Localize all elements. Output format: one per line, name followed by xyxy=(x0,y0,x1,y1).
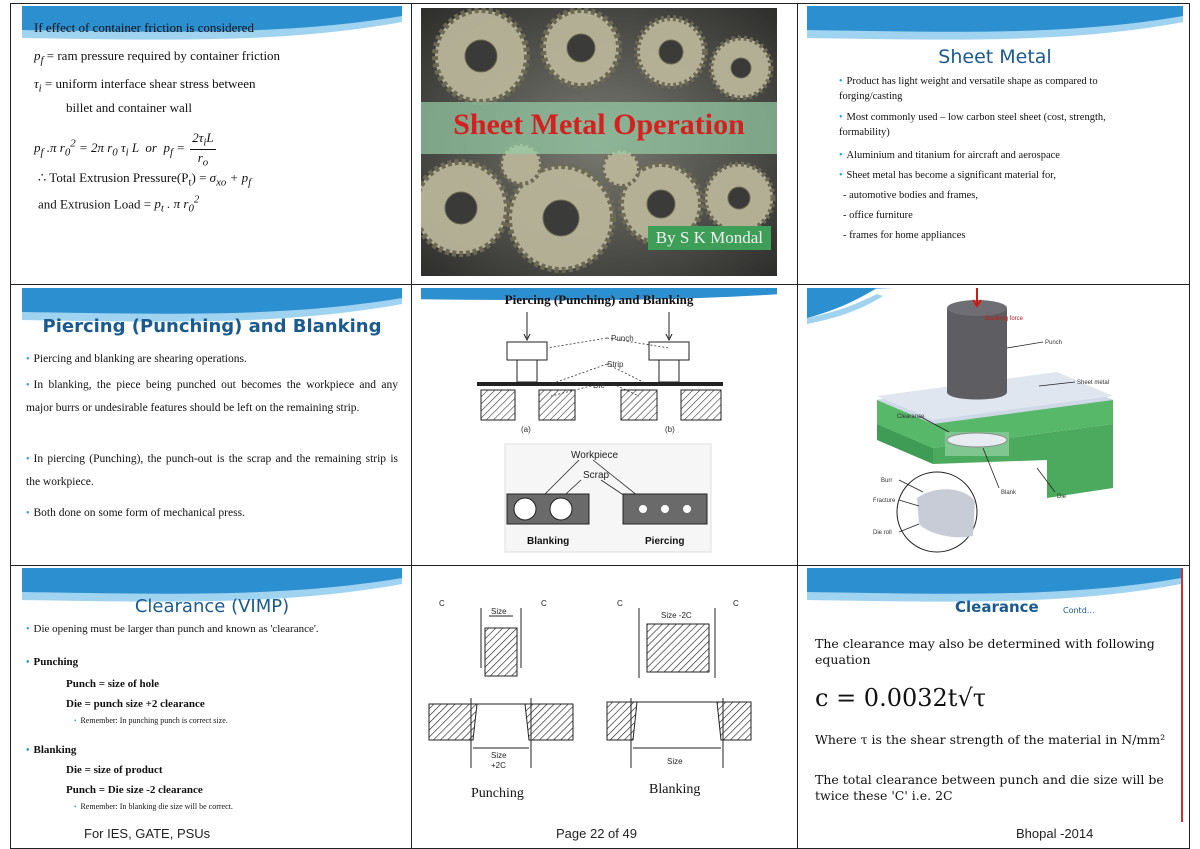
label-c-left2: C xyxy=(617,599,623,608)
footer-left: For IES, GATE, PSUs xyxy=(84,826,211,841)
label-sheet-metal: Sheet metal xyxy=(1077,380,1110,386)
bullet-item: • Both done on some form of mechanical press. xyxy=(26,507,245,519)
cover-title: Sheet Metal Operation xyxy=(453,108,745,141)
label-die: Die xyxy=(593,381,606,390)
bullet-text: In piercing (Punching), the punch-out is the scrap and the remaining strip is the workpiece. xyxy=(26,453,398,488)
slide-sheet-metal xyxy=(807,6,1183,280)
label-c-left: C xyxy=(439,599,445,608)
label-a: (a) xyxy=(521,425,531,434)
bullet-item: • In piercing (Punching), the punch-out is the scrap and the remaining strip is the workpiece. xyxy=(26,453,398,488)
bullet-text: Most commonly used – low carbon steel sheet (cost, strength, formability) xyxy=(839,112,1106,138)
press-tool-diagram xyxy=(421,308,777,558)
label-fracture: Fracture xyxy=(873,498,896,504)
label-plus-2c: +2C xyxy=(491,761,506,770)
slide-clearance-vimp xyxy=(22,568,402,822)
contd-label: Contd… xyxy=(1063,606,1095,615)
bullet-text: Product has light weight and versatile shape as compared to forging/casting xyxy=(839,76,1098,102)
slide-title: Clearance xyxy=(955,598,1039,616)
label-b: (b) xyxy=(665,425,675,434)
footer-page-number: Page 22 of 49 xyxy=(556,826,637,841)
label-size: Size xyxy=(491,607,507,616)
label-piercing: Piercing xyxy=(645,536,685,547)
slide-piercing-blanking-text xyxy=(22,288,402,560)
grid-divider xyxy=(10,284,1190,285)
label-c-right2: C xyxy=(733,599,739,608)
slide-title: Sheet Metal xyxy=(938,46,1052,68)
slide-clearance-equation xyxy=(807,568,1183,822)
bullet-text: Blanking xyxy=(33,744,77,756)
sub-item: - automotive bodies and frames, xyxy=(843,190,979,201)
clearance-p2: Where τ is the shear strength of the material in N/mm² xyxy=(815,732,1166,747)
label-workpiece: Workpiece xyxy=(571,450,619,461)
punching-note: • Remember: In punching punch is correct size. xyxy=(74,716,228,725)
clearance-diagram xyxy=(421,568,777,822)
cover-byline: By S K Mondal xyxy=(648,226,771,250)
bullet-item: • Blanking xyxy=(26,744,77,756)
caption-blanking: Blanking xyxy=(649,782,701,797)
blanking-3d-diagram xyxy=(807,288,1183,560)
punching-line: Punch = size of hole xyxy=(66,678,160,690)
bullet-item: • Sheet metal has become a significant material for, xyxy=(839,170,1057,181)
caption-punching: Punching xyxy=(471,786,524,801)
slide-clearance-figure xyxy=(421,568,777,822)
label-punch: Punch xyxy=(611,334,634,343)
bullet-item: • Aluminium and titanium for aircraft and aerospace xyxy=(839,150,1060,161)
bullet-item: • In blanking, the piece being punched out becomes the workpiece and any major burrs or undesirable features should be left on the remaining strip. xyxy=(26,379,398,414)
blanking-line: Punch = Die size -2 clearance xyxy=(66,784,203,796)
label-blank: Blank xyxy=(1001,490,1017,496)
label-size-minus-2c: Size -2C xyxy=(661,611,692,620)
friction-equation: $p_f$ .π $r_0^2 = 2\pi$ $r_0$ $\tau_i$ L or $p_f$ = $2\tau_iL$ $r_o$ xyxy=(34,130,214,169)
slide-extrusion-friction xyxy=(22,6,402,280)
grid-divider xyxy=(10,565,1190,566)
clearance-p1: The clearance may also be determined with following equation xyxy=(815,636,1155,667)
bullet-text: Die opening must be larger than punch and known as 'clearance'. xyxy=(33,623,319,635)
blanking-note: • Remember: In blanking die size will be correct. xyxy=(74,802,233,811)
grid-divider xyxy=(797,3,798,849)
label-die-roll: Die roll xyxy=(873,530,892,536)
label-size-blanking: Size xyxy=(667,757,683,766)
clearance-p3: The total clearance between punch and die size will be twice these 'C' i.e. 2C xyxy=(815,772,1164,803)
punching-line: Die = punch size +2 clearance xyxy=(66,698,205,710)
sub-item: - office furniture xyxy=(843,210,913,221)
slide-blanking-3d xyxy=(807,288,1183,560)
clearance-equation: c = 0.0032t√τ xyxy=(815,684,986,712)
bullet-text: Punching xyxy=(33,656,79,668)
note-text: Remember: In blanking die size will be correct. xyxy=(80,802,233,811)
blanking-line: Die = size of product xyxy=(66,764,163,776)
bullet-item: • Most commonly used – low carbon steel sheet (cost, strength, formability) xyxy=(839,112,1106,138)
slide-title: Piercing (Punching) and Blanking xyxy=(42,316,382,337)
bullet-text: Piercing and blanking are shearing operations. xyxy=(33,353,247,365)
total-extrusion-pressure: ∴ Total Extrusion $Pressure(P_t) = \sigma_{xo} + p_f$ xyxy=(38,170,252,189)
label-burr: Burr xyxy=(881,478,893,484)
slide-cover xyxy=(421,8,777,276)
bullet-text: In blanking, the piece being punched out becomes the workpiece and any major burrs or undesirable features should be left on the remaining strip. xyxy=(26,379,398,414)
label-strip: Strip xyxy=(607,360,624,369)
friction-def-tau-cont: billet and container wall xyxy=(66,100,192,115)
label-blanking-force: Blanking force xyxy=(985,316,1024,322)
note-text: Remember: In punching punch is correct size. xyxy=(80,716,228,725)
footer-right: Bhopal -2014 xyxy=(1016,826,1094,841)
bullet-item: • Die opening must be larger than punch and known as 'clearance'. xyxy=(26,623,319,635)
label-blanking: Blanking xyxy=(527,536,570,547)
friction-def-pf: $p_f$ = ram pressure required by container friction xyxy=(34,48,281,67)
extrusion-load: and Extrusion Load = $p_t$ . π $r_0^2$ xyxy=(38,194,200,215)
label-size-bottom: Size xyxy=(491,751,507,760)
friction-intro: If effect of container friction is considered xyxy=(34,20,254,35)
label-scrap: Scrap xyxy=(583,470,610,481)
bullet-item: • Piercing and blanking are shearing operations. xyxy=(26,353,247,365)
bullet-text: Aluminium and titanium for aircraft and aerospace xyxy=(846,150,1060,161)
grid-divider xyxy=(411,3,412,849)
bullet-item: • Punching xyxy=(26,656,79,668)
slide-title: Clearance (VIMP) xyxy=(134,596,290,617)
slide-piercing-blanking-figure xyxy=(421,288,777,560)
label-die: Die xyxy=(1057,494,1067,500)
label-clearance: Clearance xyxy=(897,414,925,420)
label-c-right: C xyxy=(541,599,547,608)
label-punch: Punch xyxy=(1045,340,1063,346)
sub-item: - frames for home appliances xyxy=(843,230,966,241)
friction-def-tau: $\tau_i$ = uniform interface shear stress between xyxy=(34,76,256,95)
bullet-text: Sheet metal has become a significant material for, xyxy=(846,170,1057,181)
bullet-text: Both done on some form of mechanical press. xyxy=(33,507,245,519)
figure-title: Piercing (Punching) and Blanking xyxy=(504,292,694,307)
bullet-item: • Product has light weight and versatile shape as compared to forging/casting xyxy=(839,76,1098,102)
